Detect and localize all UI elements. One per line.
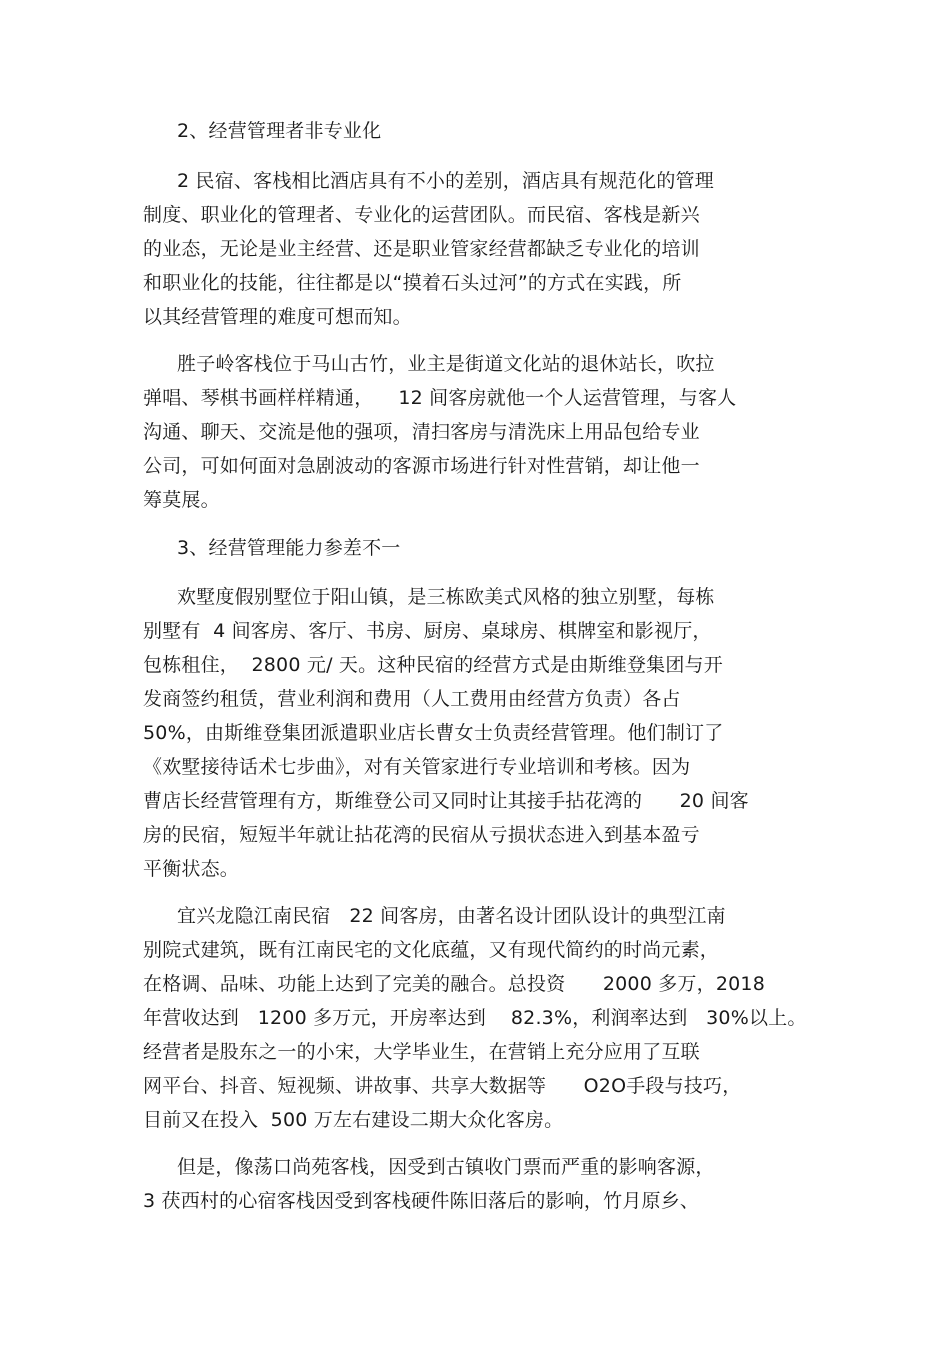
paragraph-line: 和职业化的技能，往往都是以“摸着石头过河”的方式在实践，所 — [143, 272, 682, 294]
section-heading-3: 3、经营管理能力参差不一 — [177, 537, 401, 559]
paragraph-line: 包栋租住， 2800 元/ 天。这种民宿的经营方式是由斯维登集团与开 — [143, 654, 723, 676]
paragraph-line: 50%，由斯维登集团派遣职业店长曹女士负责经营管理。他们制订了 — [143, 722, 724, 744]
paragraph-line: 但是，像荡口尚苑客栈，因受到古镇收门票而严重的影响客源， — [177, 1156, 715, 1178]
paragraph-line: 胜子岭客栈位于马山古竹，业主是街道文化站的退休站长，吹拉 — [177, 353, 715, 375]
paragraph-line: 目前又在投入 500 万左右建设二期大众化客房。 — [143, 1109, 564, 1131]
paragraph-line: 欢墅度假别墅位于阳山镇，是三栋欧美式风格的独立别墅，每栋 — [177, 586, 715, 608]
paragraph-line: 曹店长经营管理有方，斯维登公司又同时让其接手拈花湾的 20 间客 — [143, 790, 749, 812]
paragraph-line: 2 民宿、客栈相比酒店具有不小的差别，酒店具有规范化的管理 — [177, 170, 714, 192]
paragraph-line: 公司，可如何面对急剧波动的客源市场进行针对性营销，却让他一 — [143, 455, 700, 477]
paragraph-line: 房的民宿，短短半年就让拈花湾的民宿从亏损状态进入到基本盈亏 — [143, 824, 700, 846]
paragraph-line: 年营收达到 1200 多万元，开房率达到 82.3%，利润率达到 30%以上。 — [143, 1007, 807, 1029]
paragraph-line: 《欢墅接待话术七步曲》，对有关管家进行专业培训和考核。因为 — [143, 756, 691, 778]
paragraph-line: 沟通、聊天、交流是他的强项，清扫客房与清洗床上用品包给专业 — [143, 421, 700, 443]
paragraph-line: 弹唱、琴棋书画样样精通， 12 间客房就他一个人运营管理，与客人 — [143, 387, 737, 409]
paragraph-line: 以其经营管理的难度可想而知。 — [143, 306, 412, 328]
paragraph-line: 宜兴龙隐江南民宿 22 间客房，由著名设计团队设计的典型江南 — [177, 905, 726, 927]
paragraph-line: 经营者是股东之一的小宋，大学毕业生，在营销上充分应用了互联 — [143, 1041, 700, 1063]
paragraph-line: 别墅有 4 间客房、客厅、书房、厨房、桌球房、棋牌室和影视厅， — [143, 620, 712, 642]
paragraph-line: 发商签约租赁，营业利润和费用（人工费用由经营方负责）各占 — [143, 688, 681, 710]
paragraph-line: 别院式建筑，既有江南民宅的文化底蕴，又有现代简约的时尚元素， — [143, 939, 720, 961]
paragraph-line: 筹莫展。 — [143, 489, 220, 511]
paragraph-line: 制度、职业化的管理者、专业化的运营团队。而民宿、客栈是新兴 — [143, 204, 700, 226]
paragraph-line: 的业态，无论是业主经营、还是职业管家经营都缺乏专业化的培训 — [143, 238, 700, 260]
paragraph-line: 在格调、品味、功能上达到了完美的融合。总投资 2000 多万，2018 — [143, 973, 765, 995]
section-heading-2: 2、经营管理者非专业化 — [177, 120, 382, 142]
paragraph-line: 网平台、抖音、短视频、讲故事、共享大数据等 O2O手段与技巧， — [143, 1075, 742, 1097]
paragraph-line: 平衡状态。 — [143, 858, 240, 880]
paragraph-line: 3 茯西村的心宿客栈因受到客栈硬件陈旧落后的影响，竹月原乡、 — [143, 1190, 700, 1212]
